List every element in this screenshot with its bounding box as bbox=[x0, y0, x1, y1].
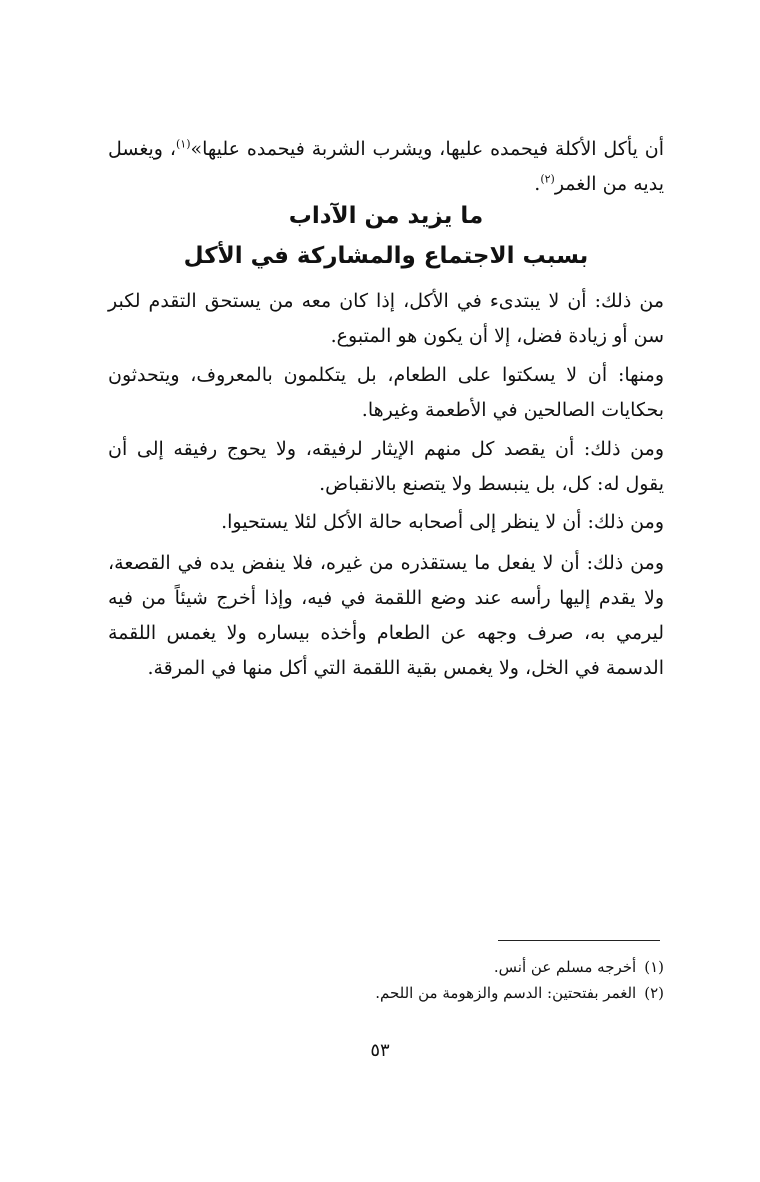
paragraph-1 bbox=[108, 284, 664, 354]
section-heading-line-1: ما يزيد من الآداب bbox=[288, 203, 484, 229]
paragraph-text: ومن ذلك: أن لا يفعل ما يستقذره من غيره، فلا ينفض يده في القصعة، ولا يقدم إليها رأسه عند وضع اللقمة في فيه، وإذا أخرج شيئاً من فيه ليرمي به، صرف وجهه عن الطعام وأخذه بيساره ولا يغمس اللقمة الدسمة في الخل، ولا يغمس بقية اللقمة التي أكل منها في المرقة. bbox=[108, 552, 664, 679]
footnote-ref-1[interactable]: (١) bbox=[175, 137, 191, 151]
footnote-ref-2[interactable]: (٢) bbox=[540, 172, 555, 186]
footnote-2 bbox=[108, 980, 664, 1006]
footnote-number: (٢) bbox=[644, 984, 664, 1002]
footnote-number: (١) bbox=[644, 958, 664, 976]
paragraph-4 bbox=[108, 505, 664, 540]
paragraph-3 bbox=[108, 432, 664, 502]
paragraph-text: ومن ذلك: أن لا ينظر إلى أصحابه حالة الأكل لئلا يستحيوا. bbox=[221, 511, 664, 533]
page-number: ٥٣ bbox=[370, 1040, 390, 1061]
footnote-text: أخرجه مسلم عن أنس. bbox=[493, 958, 637, 976]
paragraph-text: ومنها: أن لا يسكتوا على الطعام، بل يتكلمون بالمعروف، ويتحدثون بحكايات الصالحين في الأطعمة وغيرها. bbox=[108, 364, 664, 421]
intro-text-continued: ، ويغسل يديه من الغمر bbox=[108, 138, 664, 195]
section-heading-line-2: بسبب الاجتماع والمشاركة في الأكل bbox=[183, 243, 589, 269]
intro-text: أن يأكل الأكلة فيحمده عليها، ويشرب الشربة فيحمده عليها» bbox=[190, 138, 665, 160]
footnote-1 bbox=[108, 954, 664, 980]
paragraph-5 bbox=[108, 546, 664, 686]
intro-end: . bbox=[534, 173, 541, 195]
paragraph-text: ومن ذلك: أن يقصد كل منهم الإيثار لرفيقه، ولا يحوج رفيقه إلى أن يقول له: كل، بل ينبسط ولا يتصنع بالانقباض. bbox=[108, 438, 664, 495]
footnote-text: الغمر بفتحتين: الدسم والزهومة من اللحم. bbox=[375, 984, 637, 1002]
paragraph-2 bbox=[108, 358, 664, 428]
intro-paragraph bbox=[108, 132, 664, 202]
paragraph-text: من ذلك: أن لا يبتدىء في الأكل، إذا كان معه من يستحق التقدم لكبر سن أو زيادة فضل، إلا أن يكون هو المتبوع. bbox=[108, 290, 664, 347]
footnote-divider bbox=[498, 940, 660, 941]
footnotes bbox=[108, 954, 664, 1006]
